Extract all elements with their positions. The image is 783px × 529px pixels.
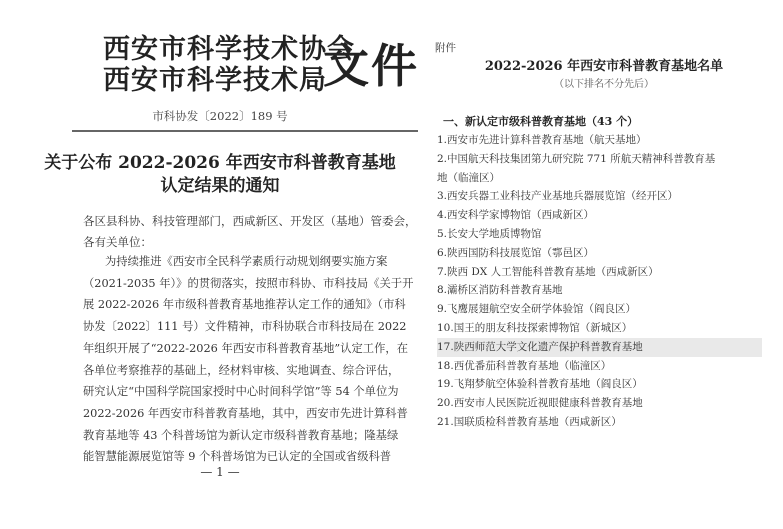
attachment-title: 2022-2026 年西安市科普教育基地名单 (484, 59, 724, 74)
list-item: 5.长安大学地质博物馆 (437, 227, 542, 240)
body-line: 各单位考察推荐的基础上，经材料审核、实地调查、综合评估， (83, 363, 400, 377)
body-line: 研究认定“中国科学院国家授时中心时间科学馆”等 54 个单位为 (83, 385, 399, 399)
attachment-page (425, 0, 783, 529)
issuer-bureau: 西安市科学技术局 (103, 65, 327, 96)
list-item: 19.飞翔梦航空体验科普教育基地（阎良区） (437, 378, 643, 391)
list-item: 7.陕西 DX 人工智能科普教育基地（西咸新区） (437, 265, 659, 278)
notice-title-line-1: 关于公布 2022-2026 年西安市科普教育基地 (44, 153, 396, 173)
notice-body (83, 251, 413, 468)
body-line: （2021-2035 年）》的贯彻落实，按照市科协、市科技局《关于开 (83, 276, 413, 290)
list-item: 9.飞鹰展翅航空安全研学体验馆（阎良区） (437, 303, 637, 316)
notice-title-line-2: 认定结果的通知 (160, 176, 280, 196)
attachment-subtitle: （以下排名不分先后） (554, 79, 654, 90)
header-divider (72, 130, 418, 132)
body-line: 教育基地等 43 个科普场馆为新认定市级科普教育基地；隆基绿 (83, 428, 399, 442)
body-line: 年组织开展了“2022-2026 年西安市科普教育基地”认定工作，在 (83, 341, 408, 355)
addressee-line-2: 各有关单位： (83, 235, 152, 249)
list-item: 1.西安市先进计算科普教育基地（航天基地） (437, 134, 647, 146)
list-item-highlighted: 17.陕西师范大学文化遗产保护科普教育基地 (437, 338, 762, 357)
list-item: 8.灞桥区消防科普教育基地 (437, 284, 563, 297)
list-item: 21.国联质检科普教育基地（西咸新区） (437, 415, 622, 428)
page-number: — 1 — (200, 465, 240, 479)
section-heading: 一、新认定市级科普教育基地（43 个） (443, 115, 639, 128)
list-item: 20.西安市人民医院近视眼健康科普教育基地 (437, 397, 643, 410)
addressee (83, 211, 423, 253)
attachment-label: 附件 (435, 42, 456, 54)
base-list (437, 131, 762, 432)
body-line: 2022-2026 年西安市科普教育基地，其中，西安市先进计算科普 (83, 406, 408, 420)
list-item: 2.中国航天科技集团第九研究院 771 所航天精神科普教育基 (437, 152, 716, 165)
issuer-association: 西安市科学技术协会 (103, 34, 355, 65)
list-item: 地（临潼区） (437, 171, 500, 184)
body-line: 为持续推进《西安市全民科学素质行动规划纲要实施方案 (105, 255, 388, 268)
list-item: 4.西安科学家博物馆（西咸新区） (437, 209, 595, 222)
document-number: 市科协发〔2022〕189 号 (152, 109, 288, 123)
body-line: 协发〔2022〕111 号）文件精神，市科协联合市科技局在 2022 (83, 320, 407, 334)
list-item: 18.西优番茄科普教育基地（临潼区） (437, 359, 612, 372)
list-item: 10.国王的朋友科技探索博物馆（新城区） (437, 321, 633, 334)
letterhead-doc-label: 文件 (323, 39, 419, 93)
list-item: 3.西安兵器工业科技产业基地兵器展览馆（经开区） (437, 190, 679, 203)
list-item: 6.陕西国防科技展览馆（鄠邑区） (437, 246, 595, 259)
addressee-line-1: 各区县科协、科技管理部门，西咸新区、开发区（基地）管委会， (83, 214, 417, 228)
notice-title (0, 152, 440, 198)
body-line: 展 2022-2026 年市级科普教育基地推荐认定工作的通知》（市科 (83, 298, 406, 312)
body-line: 能智慧能源展览馆等 9 个科普场馆为已认定的全国或省级科普 (83, 450, 392, 464)
letterhead-issuers (103, 34, 355, 96)
